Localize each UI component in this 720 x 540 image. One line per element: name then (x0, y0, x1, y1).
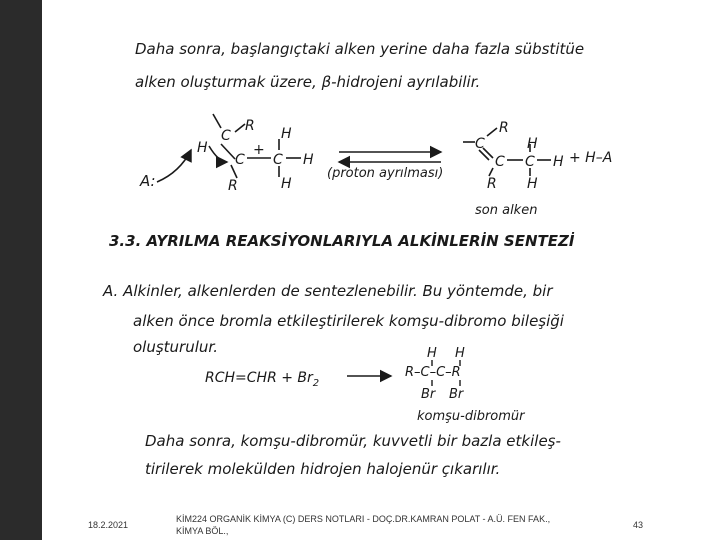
svg-text:H: H (553, 154, 564, 170)
svg-text:Br: Br (449, 387, 464, 402)
svg-text:C: C (525, 154, 535, 170)
svg-text:R: R (487, 176, 497, 192)
equilibrium-arrows (339, 152, 441, 162)
svg-text:H: H (197, 140, 208, 156)
intro-line-2: alken oluşturmak üzere, β-hidrojeni ayrılabilir. (135, 73, 481, 91)
intro-line-1: Daha sonra, başlangıçtaki alken yerine daha fazla sübstitüe (135, 40, 585, 58)
svg-text:H: H (427, 346, 437, 361)
svg-text:C: C (221, 128, 231, 144)
corner-marker (70, 0, 74, 4)
svg-text:C: C (495, 154, 505, 170)
dibromination-reactants: $RCH=CHR + Br_2$ (205, 370, 320, 389)
vicinal-dibromide-label: komşu-dibromür (417, 409, 525, 424)
scheme1-reactant (157, 114, 301, 182)
footer-credit: KİM224 ORGANİK KİMYA (C) DERS NOTLARI - DOÇ.DR.KAMRAN POLAT - A.Ü. FEN FAK., KİMYA BÖL., (176, 514, 551, 536)
base-label: A: (140, 172, 156, 190)
left-sidebar-bar (0, 0, 42, 540)
svg-text:R: R (228, 178, 238, 194)
proton-removal-label: (proton ayrılması) (327, 166, 444, 181)
byproduct-label: + H–A (569, 150, 613, 166)
outro-line-2: tirilerek molekülden hidrojen halojenür çıkarılır. (145, 460, 501, 478)
final-alkene-label: son alken (475, 203, 538, 218)
svg-text:H: H (527, 176, 538, 192)
handwritten-notes-image (95, 24, 663, 486)
svg-text:R: R (499, 120, 509, 136)
svg-text:C: C (235, 152, 245, 168)
svg-text:C: C (273, 152, 283, 168)
svg-text:C: C (475, 136, 485, 152)
svg-text:H: H (527, 136, 538, 152)
svg-text:R: R (245, 118, 255, 134)
section-heading: 3.3. AYRILMA REAKSİYONLARIYLA ALKİNLERİN SENTEZİ (109, 232, 575, 250)
page-number: 43 (633, 520, 644, 530)
notes-canvas (95, 24, 663, 486)
sidebar-accent (30, 0, 42, 540)
part-a-line-1: A. Alkinler, alkenlerden de sentezlenebilir. Bu yöntemde, bir (103, 282, 553, 300)
svg-text:H: H (281, 176, 292, 192)
outro-line-1: Daha sonra, komşu-dibromür, kuvvetli bir bazla etkileş- (145, 432, 561, 450)
svg-text:H: H (303, 152, 314, 168)
part-a-line-2: alken önce bromla etkileştirilerek komşu-dibromo bileşiği (133, 312, 564, 330)
svg-text:Br: Br (421, 387, 436, 402)
part-a-line-3: oluşturulur. (133, 338, 218, 356)
svg-text:H: H (455, 346, 465, 361)
scheme1-product-atoms (475, 120, 564, 192)
svg-text:+: + (253, 142, 265, 158)
svg-text:R–C–C–R: R–C–C–R (405, 365, 461, 380)
dibromide-structure (405, 346, 465, 402)
svg-text:H: H (281, 126, 292, 142)
scheme1-reactant-atoms (197, 118, 314, 194)
footer-date: 18.2.2021 (88, 520, 129, 530)
